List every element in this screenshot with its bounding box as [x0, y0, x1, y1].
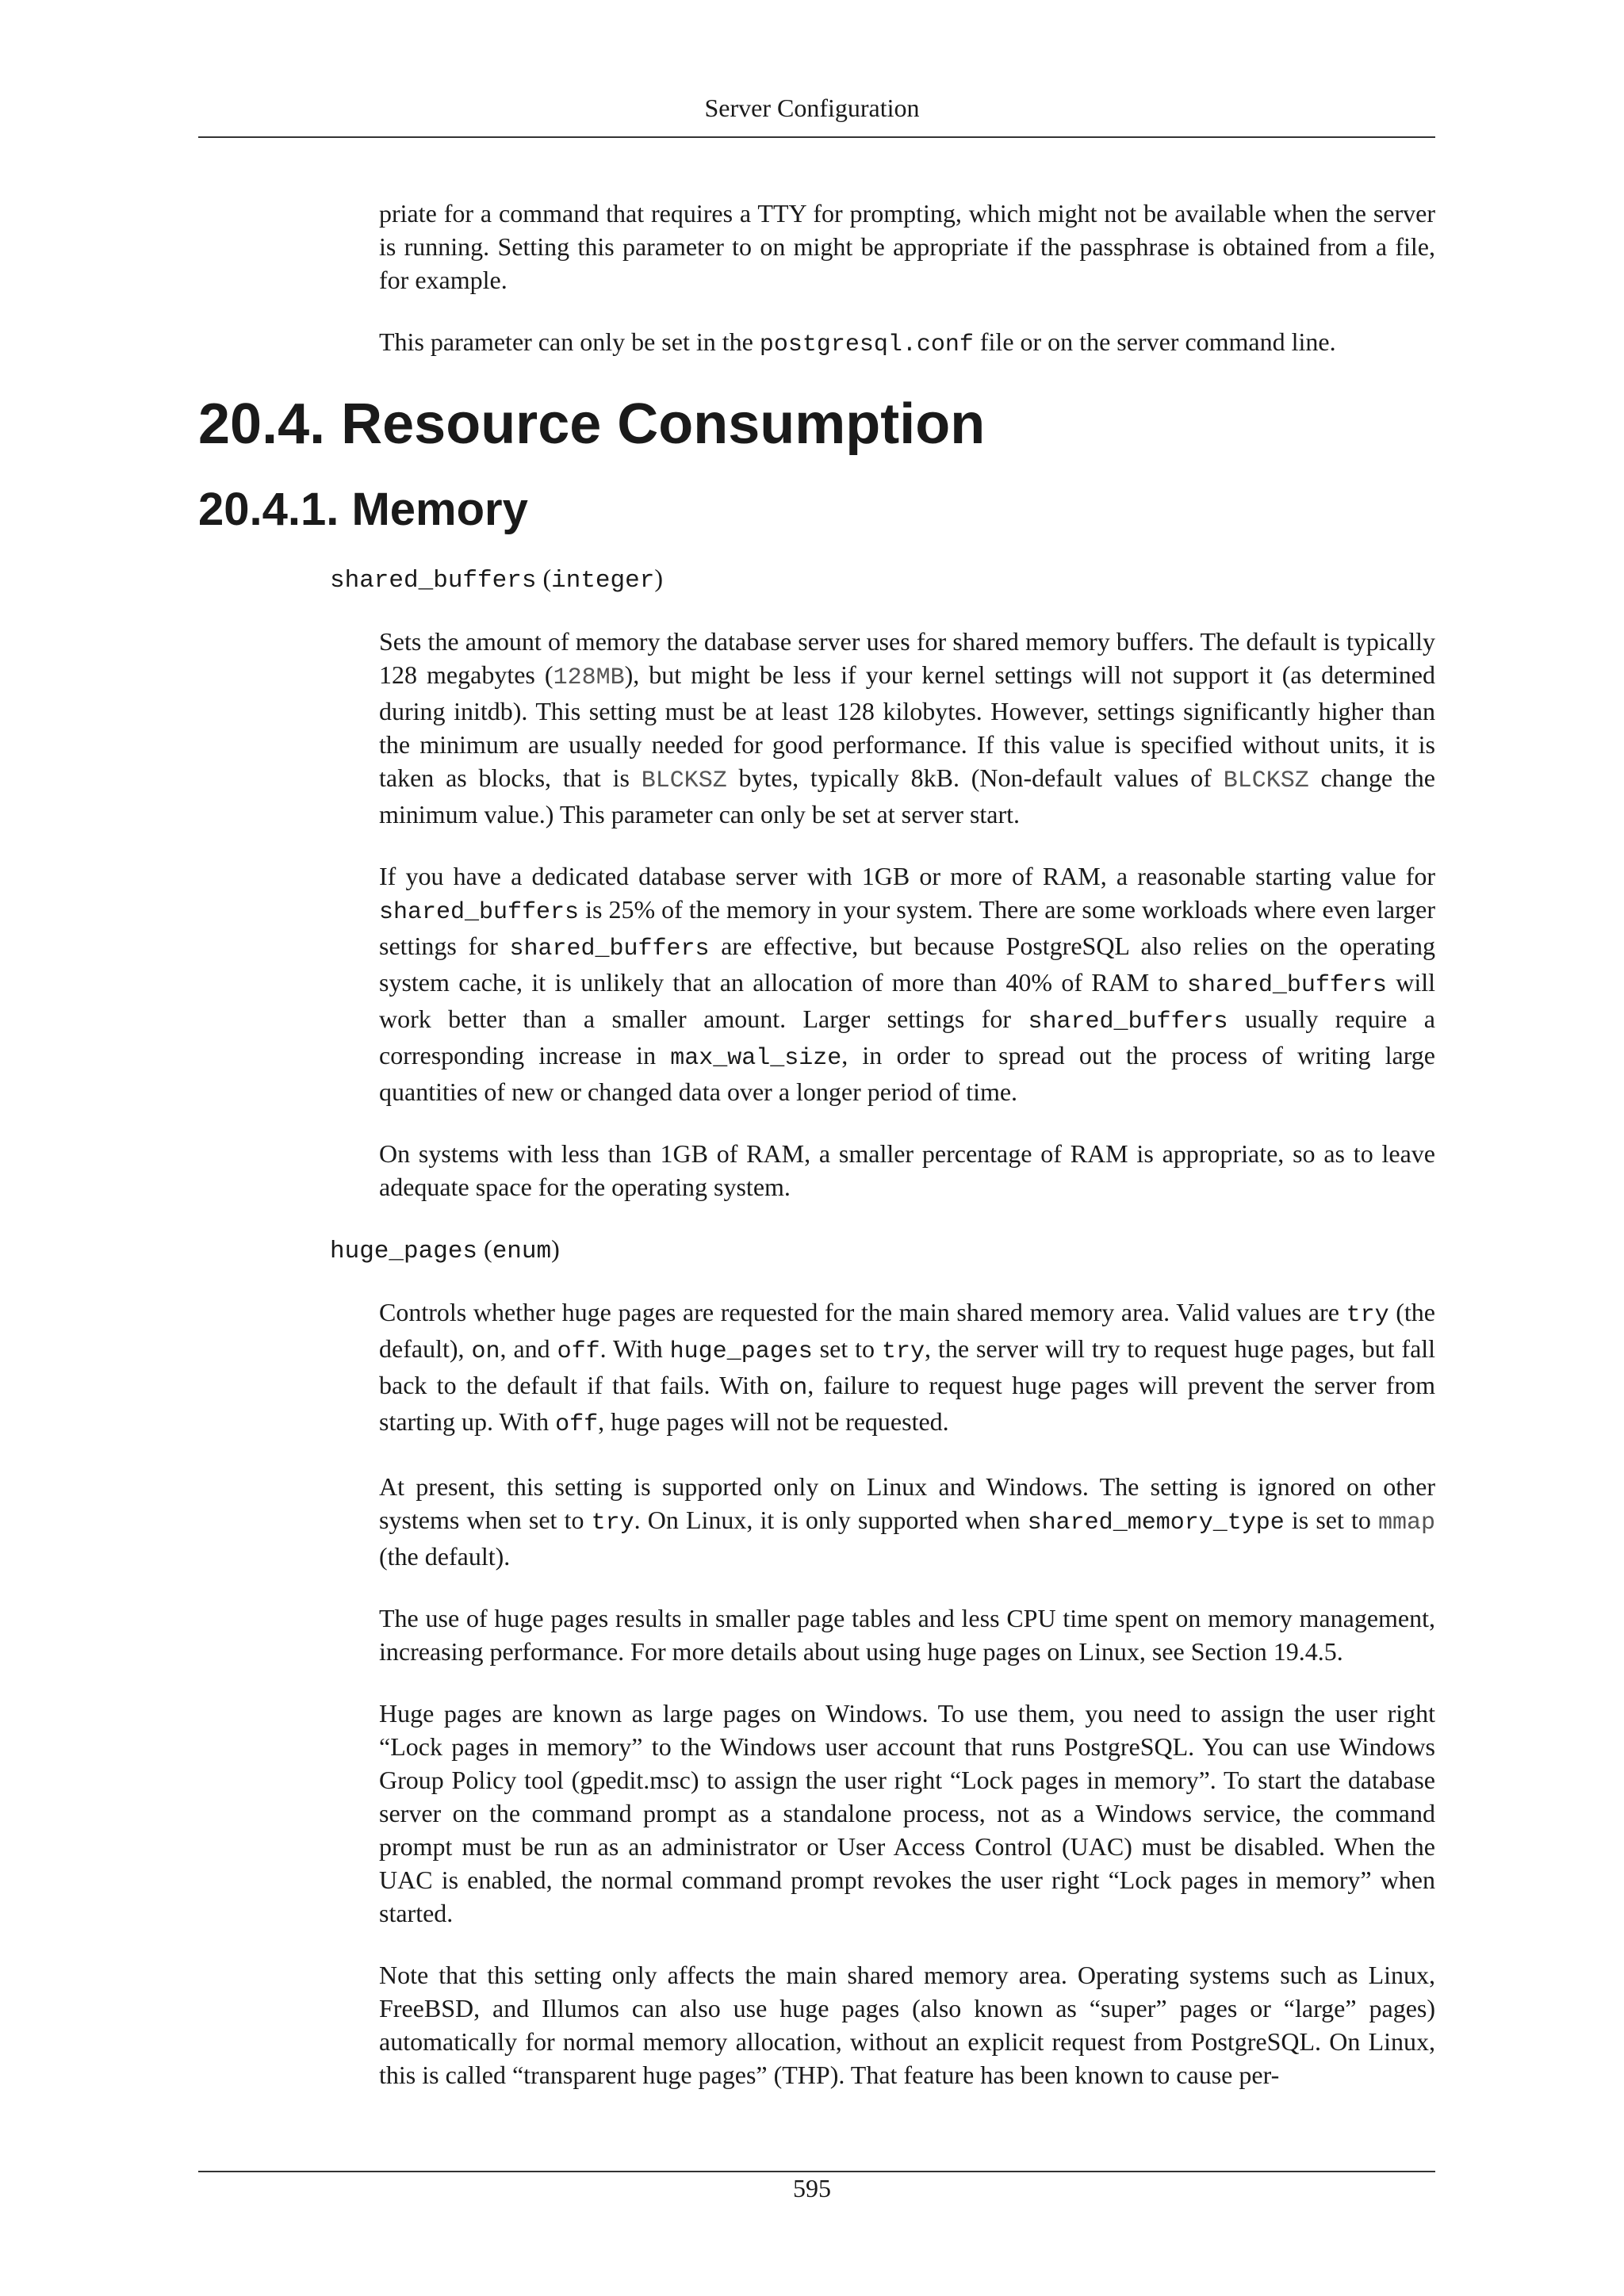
paragraph: The use of huge pages results in smaller page tables and less CPU time spent on memory management, increasing performance. For more details about using huge pages on Linux, see Section 19.4.5. [379, 1604, 1435, 1666]
param-name: shared_buffers [330, 567, 537, 595]
text: ), but might be less if your kernel settings will not support it (as determined during initdb). This setting must be at least 128 kilobytes. However, settings significantly higher than the minimum are usually needed for good performance. If this value is specified without units, it is taken as blocks, that is [379, 660, 1436, 792]
param-ref-code: shared_buffers [509, 936, 710, 962]
text: (the default). [379, 1542, 511, 1571]
intro-paragraph-2 [379, 325, 1435, 362]
paragraph: Note that this setting only affects the main shared memory area. Operating systems such as Linux, FreeBSD, and Illumos can also use huge pages (also known as “super” pages or “large” pages) automatically for normal memory allocation, without an explicit request from PostgreSQL. On Linux, this is called “transparent huge pages” (THP). That feature has been known to cause per- [379, 1961, 1435, 2089]
literal-code: on [779, 1375, 808, 1402]
param-desc-shared-buffers [379, 625, 1435, 1203]
paragraph [379, 1295, 1435, 1441]
param-ref-code: max_wal_size [670, 1045, 842, 1072]
literal-code: try [1346, 1302, 1389, 1329]
paragraph [379, 859, 1435, 1108]
param-type: integer [551, 567, 655, 595]
footer-rule [198, 2171, 1435, 2172]
section-title: 20.4. Resource Consumption [198, 392, 986, 456]
paragraph [379, 1470, 1435, 1573]
paragraph: Huge pages are known as large pages on Windows. To use them, you need to assign the user right “Lock pages in memory” to the Windows user account that runs PostgreSQL. You can use Windows Group Policy tool (gpedit.msc) to assign the user right “Lock pages in memory”. To start the database server on the command prompt as a standalone process, not as a Windows service, the command prompt must be run as an administrator or User Access Control (UAC) must be disabled. When the UAC is enabled, the normal command prompt revokes the user right “Lock pages in memory” when started. [379, 1699, 1435, 1927]
param-ref-code: shared_buffers [379, 899, 580, 926]
param-ref-code: shared_buffers [1186, 972, 1387, 999]
literal-code: try [591, 1510, 634, 1536]
text: (the default), [379, 1298, 1436, 1363]
literal-code: 128MB [553, 664, 625, 691]
param-name: huge_pages [330, 1238, 478, 1265]
literal-code: on [471, 1338, 500, 1365]
text: file or on the server command line. [973, 327, 1336, 356]
text: bytes, typically 8kB. (Non-default values of [726, 763, 1224, 792]
literal-code: off [557, 1338, 600, 1365]
text: , failure to request huge pages will prevent the server from starting up. With [379, 1371, 1436, 1436]
text: If you have a dedicated database server with 1GB or more of RAM, a reasonable starting value for [379, 862, 1435, 890]
param-ref-code: shared_memory_type [1027, 1510, 1285, 1536]
header-rule [198, 136, 1435, 138]
text: , and [500, 1334, 557, 1363]
intro-paragraph-1: priate for a command that requires a TTY for prompting, which might not be available when the server is running. Setting this parameter to on might be appropriate if the passphrase is obtained from a file, for example. [379, 199, 1435, 294]
page-content [198, 197, 1435, 2120]
text: is 25% of the memory in your system. There are some workloads where even larger settings for [379, 895, 1435, 960]
text: change the minimum value.) This parameter can only be set at server start. [379, 763, 1436, 828]
config-file-code: postgresql.conf [759, 331, 974, 358]
param-term-shared-buffers: shared_buffers (integer) [330, 564, 663, 595]
param-desc-huge-pages [379, 1295, 1435, 2091]
text: , huge pages will not be requested. [598, 1407, 949, 1436]
text: set to [812, 1334, 883, 1363]
literal-code: BLCKSZ [1223, 767, 1309, 794]
paragraph: On systems with less than 1GB of RAM, a smaller percentage of RAM is appropriate, so as to leave adequate space for the operating system. [379, 1139, 1435, 1201]
running-header: Server Configuration [704, 94, 920, 122]
text: At present, this setting is supported only on Linux and Windows. The setting is ignored on other systems when set to [379, 1472, 1435, 1534]
param-type: enum [492, 1238, 552, 1265]
intro-block [379, 197, 1435, 362]
text: . On Linux, it is only supported when [634, 1506, 1028, 1534]
text: Sets the amount of memory the database server uses for shared memory buffers. The default is typically 128 megabytes ( [379, 627, 1435, 689]
text: This parameter can only be set in the [379, 327, 760, 356]
text: will work better than a smaller amount. Larger settings for [379, 968, 1435, 1033]
literal-code: off [555, 1411, 599, 1438]
text: usually require a corresponding increase in [379, 1004, 1436, 1070]
page-number: 595 [793, 2174, 831, 2202]
literal-code: BLCKSZ [641, 767, 727, 794]
param-ref-code: huge_pages [669, 1338, 813, 1365]
subsection-title: 20.4.1. Memory [198, 484, 528, 535]
text: . With [599, 1334, 670, 1363]
text: are effective, but because PostgreSQL also relies on the operating system cache, it is unlikely that an allocation of more than 40% of RAM to [379, 932, 1436, 997]
literal-code: mmap [1378, 1510, 1436, 1536]
text: Controls whether huge pages are requested for the main shared memory area. Valid values are [379, 1298, 1346, 1326]
text: , in order to spread out the process of writing large quantities of new or changed data over a longer period of time. [379, 1041, 1436, 1106]
param-term-huge-pages: huge_pages (enum) [330, 1234, 560, 1265]
text: is set to [1284, 1506, 1379, 1534]
literal-code: try [882, 1338, 925, 1365]
paragraph [379, 625, 1435, 831]
param-ref-code: shared_buffers [1028, 1008, 1228, 1035]
text: , the server will try to request huge pages, but fall back to the default if that fails. With [379, 1334, 1436, 1399]
